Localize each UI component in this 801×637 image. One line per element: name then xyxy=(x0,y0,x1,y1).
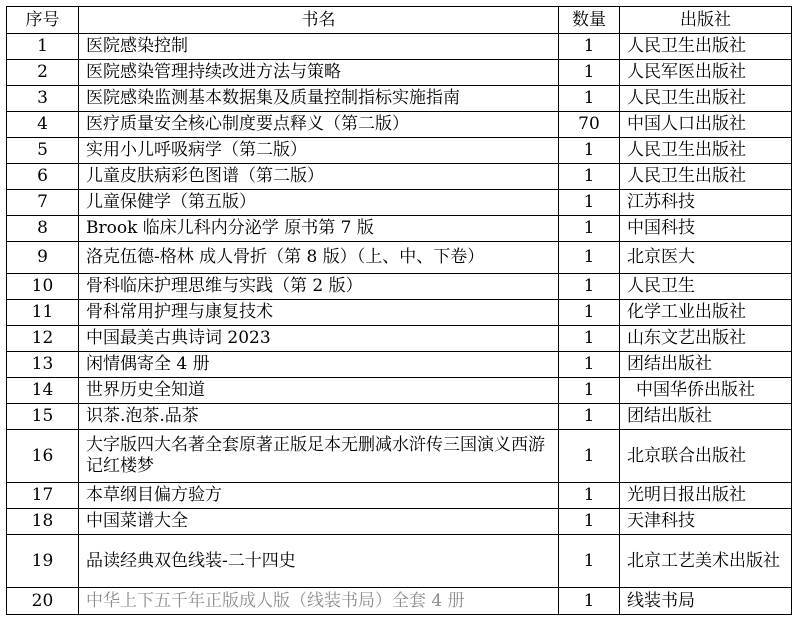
table-row xyxy=(7,242,792,274)
table-row xyxy=(7,535,792,588)
table-row xyxy=(7,300,792,326)
cell-publisher: 人民卫生出版社 xyxy=(620,34,792,60)
cell-publisher: 人民卫生出版社 xyxy=(620,86,792,112)
cell-publisher: 中国华侨出版社 xyxy=(620,378,792,404)
cell-no: 20 xyxy=(7,588,79,615)
table-row xyxy=(7,34,792,60)
cell-publisher: 江苏科技 xyxy=(620,190,792,216)
cell-title: 中国菜谱大全 xyxy=(79,509,559,535)
cell-qty: 70 xyxy=(559,112,620,138)
cell-title: 闲情偶寄全 4 册 xyxy=(79,352,559,378)
cell-qty: 1 xyxy=(559,378,620,404)
cell-title: 医院感染管理持续改进方法与策略 xyxy=(79,60,559,86)
book-list-table xyxy=(6,6,792,615)
table-header-row xyxy=(7,7,792,34)
cell-publisher: 团结出版社 xyxy=(620,404,792,430)
table-row xyxy=(7,404,792,430)
header-title: 书名 xyxy=(79,7,559,34)
table-row xyxy=(7,378,792,404)
cell-title: 世界历史全知道 xyxy=(79,378,559,404)
cell-no: 2 xyxy=(7,60,79,86)
table-row xyxy=(7,190,792,216)
cell-title: 骨科临床护理思维与实践（第 2 版） xyxy=(79,274,559,300)
cell-no: 14 xyxy=(7,378,79,404)
cell-title: 洛克伍德-格林 成人骨折（第 8 版）（上、中、下卷） xyxy=(79,242,559,274)
cell-qty: 1 xyxy=(559,430,620,483)
cell-publisher: 山东文艺出版社 xyxy=(620,326,792,352)
cell-qty: 1 xyxy=(559,535,620,588)
table-row xyxy=(7,352,792,378)
cell-publisher: 人民卫生出版社 xyxy=(620,138,792,164)
cell-no: 16 xyxy=(7,430,79,483)
cell-qty: 1 xyxy=(559,216,620,242)
cell-publisher: 人民卫生 xyxy=(620,274,792,300)
cell-qty: 1 xyxy=(559,326,620,352)
table-row xyxy=(7,112,792,138)
cell-qty: 1 xyxy=(559,60,620,86)
cell-qty: 1 xyxy=(559,274,620,300)
cell-no: 15 xyxy=(7,404,79,430)
cell-publisher: 北京医大 xyxy=(620,242,792,274)
table-row xyxy=(7,60,792,86)
cell-publisher: 化学工业出版社 xyxy=(620,300,792,326)
header-qty: 数量 xyxy=(559,7,620,34)
cell-no: 18 xyxy=(7,509,79,535)
header-no: 序号 xyxy=(7,7,79,34)
cell-no: 11 xyxy=(7,300,79,326)
cell-title: 品读经典双色线装-二十四史 xyxy=(79,535,559,588)
cell-qty: 1 xyxy=(559,404,620,430)
cell-publisher: 人民军医出版社 xyxy=(620,60,792,86)
cell-publisher: 北京工艺美术出版社 xyxy=(620,535,792,588)
cell-publisher: 天津科技 xyxy=(620,509,792,535)
cell-no: 5 xyxy=(7,138,79,164)
cell-title: 识茶.泡茶.品茶 xyxy=(79,404,559,430)
table-row xyxy=(7,216,792,242)
cell-title: 中国最美古典诗词 2023 xyxy=(79,326,559,352)
cell-publisher: 北京联合出版社 xyxy=(620,430,792,483)
cell-qty: 1 xyxy=(559,483,620,509)
cell-no: 17 xyxy=(7,483,79,509)
cell-no: 9 xyxy=(7,242,79,274)
table-row xyxy=(7,164,792,190)
cell-title: 儿童皮肤病彩色图谱（第二版） xyxy=(79,164,559,190)
cell-qty: 1 xyxy=(559,164,620,190)
cell-title: 儿童保健学（第五版） xyxy=(79,190,559,216)
cell-qty: 1 xyxy=(559,138,620,164)
cell-publisher: 团结出版社 xyxy=(620,352,792,378)
table-row xyxy=(7,326,792,352)
cell-no: 12 xyxy=(7,326,79,352)
cell-title: Brook 临床儿科内分泌学 原书第 7 版 xyxy=(79,216,559,242)
header-publisher: 出版社 xyxy=(620,7,792,34)
cell-qty: 1 xyxy=(559,588,620,615)
cell-title: 骨科常用护理与康复技术 xyxy=(79,300,559,326)
cell-title: 医院感染监测基本数据集及质量控制指标实施指南 xyxy=(79,86,559,112)
table-row xyxy=(7,430,792,483)
cell-qty: 1 xyxy=(559,352,620,378)
table-row xyxy=(7,509,792,535)
cell-title: 大字版四大名著全套原著正版足本无删减水浒传三国演义西游记红楼梦 xyxy=(79,430,559,483)
cell-qty: 1 xyxy=(559,242,620,274)
cell-title: 实用小儿呼吸病学（第二版） xyxy=(79,138,559,164)
cell-no: 1 xyxy=(7,34,79,60)
cell-qty: 1 xyxy=(559,190,620,216)
cell-publisher: 中国科技 xyxy=(620,216,792,242)
cell-qty: 1 xyxy=(559,34,620,60)
cell-title: 中华上下五千年正版成人版（线装书局）全套 4 册 xyxy=(79,588,559,615)
table-row xyxy=(7,588,792,615)
table-row xyxy=(7,274,792,300)
cell-no: 6 xyxy=(7,164,79,190)
cell-qty: 1 xyxy=(559,86,620,112)
cell-qty: 1 xyxy=(559,300,620,326)
cell-no: 3 xyxy=(7,86,79,112)
table-row xyxy=(7,483,792,509)
cell-title: 医院感染控制 xyxy=(79,34,559,60)
cell-no: 19 xyxy=(7,535,79,588)
table-row xyxy=(7,138,792,164)
cell-publisher: 光明日报出版社 xyxy=(620,483,792,509)
table-row xyxy=(7,86,792,112)
cell-publisher: 线装书局 xyxy=(620,588,792,615)
cell-title: 医疗质量安全核心制度要点释义（第二版） xyxy=(79,112,559,138)
cell-qty: 1 xyxy=(559,509,620,535)
cell-publisher: 中国人口出版社 xyxy=(620,112,792,138)
cell-no: 13 xyxy=(7,352,79,378)
cell-title: 本草纲目偏方验方 xyxy=(79,483,559,509)
cell-publisher: 人民卫生出版社 xyxy=(620,164,792,190)
cell-no: 10 xyxy=(7,274,79,300)
cell-no: 7 xyxy=(7,190,79,216)
cell-no: 8 xyxy=(7,216,79,242)
cell-no: 4 xyxy=(7,112,79,138)
